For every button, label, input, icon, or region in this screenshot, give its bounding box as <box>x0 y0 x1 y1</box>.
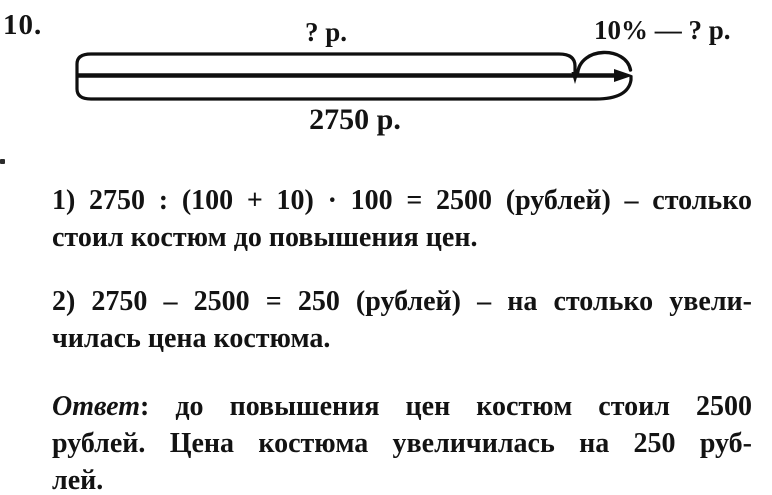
solution-step-2 <box>52 283 752 357</box>
total-price-label: 2750 р. <box>309 103 401 136</box>
problem-number: 10. <box>3 9 43 41</box>
solution-step-2-line-1: 2) 2750 – 2500 = 250 (рублей) – на столько увели- <box>52 286 752 317</box>
scan-artifact <box>0 159 5 164</box>
answer-label: Ответ <box>52 391 141 422</box>
solution-step-1-line-2: стоил костюм до повышения цен. <box>52 222 478 253</box>
solution-step-2-line-2: чилась цена костюма. <box>52 323 331 354</box>
percent-increase-label: 10% — ? р. <box>594 15 731 45</box>
percent-arc-icon <box>578 52 631 74</box>
answer-line-3: лей. <box>52 465 104 495</box>
down-tick-icon <box>572 72 579 84</box>
answer-line-2: рублей. Цена костюма увеличилась на 250 руб- <box>52 428 752 459</box>
answer-line-1-rest: : до повышения цен костюм стоил 2500 <box>140 391 752 422</box>
bar-diagram <box>0 0 772 150</box>
solution-text <box>52 182 752 495</box>
answer-paragraph <box>52 388 752 495</box>
solution-step-1 <box>52 182 752 256</box>
answer-line-1 <box>52 388 752 425</box>
solution-step-1-line-1: 1) 2750 : (100 + 10) · 100 = 2500 (рублей) – столько <box>52 185 752 216</box>
unknown-new-price-label: ? р. <box>304 17 348 47</box>
